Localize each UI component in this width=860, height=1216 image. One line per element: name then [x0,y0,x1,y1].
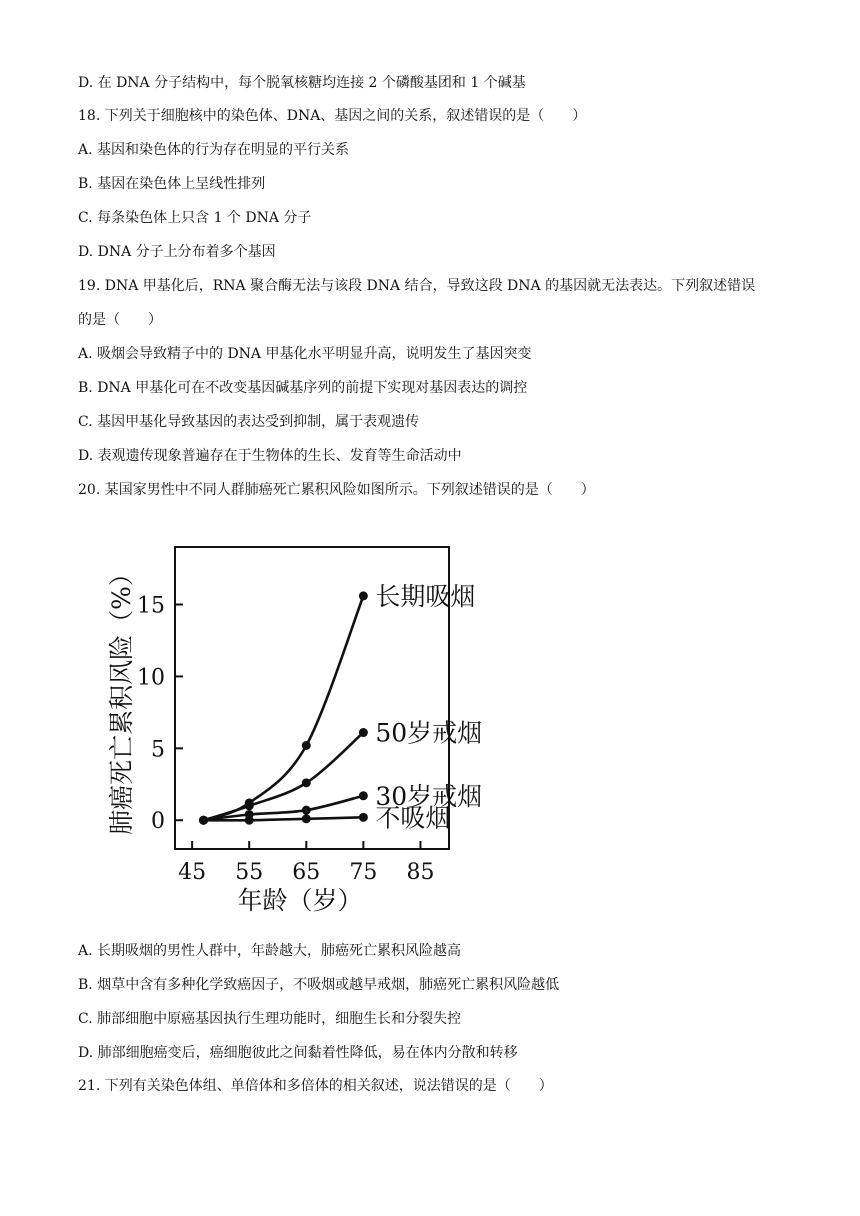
data-point [302,741,311,750]
question-19-option-a: A. 吸烟会导致精子中的 DNA 甲基化水平明显升高，说明发生了基因突变 [78,346,532,362]
question-18-stem: 18. 下列关于细胞核中的染色体、DNA、基因之间的关系，叙述错误的是（ ） [78,108,587,124]
question-19-stem-cont: 的是（ ） [78,312,162,328]
question-19-stem: 19. DNA 甲基化后，RNA 聚合酶无法与该段 DNA 结合，导致这段 DNA 的基因就无法表达。下列叙述错误 [78,278,756,294]
data-point [302,814,311,823]
text-line: D. 在 DNA 分子结构中，每个脱氧核糖均连接 2 个磷酸基团和 1 个碱基 [78,75,526,91]
question-18-option-d: D. DNA 分子上分布着多个基因 [78,244,276,260]
x-tick-label: 65 [292,860,321,885]
question-19-option-d: D. 表观遗传现象普遍存在于生物体的生长、发育等生命活动中 [78,448,462,464]
x-axis-ticks [178,841,434,885]
series-label: 长期吸烟 [375,581,476,611]
question-18-option-a: A. 基因和染色体的行为存在明显的平行关系 [78,142,350,158]
question-20-option-b: B. 烟草中含有多种化学致癌因子，不吸烟或越早戒烟，肺癌死亡累积风险越低 [78,977,560,993]
series-line [204,796,364,820]
series-label: 不吸烟 [375,803,451,833]
y-tick-label: 10 [137,665,165,691]
x-tick-label: 45 [178,860,207,885]
data-point [302,806,311,815]
question-18-option-b: B. 基因在染色体上呈线性排列 [78,176,266,192]
data-point [245,816,254,825]
question-20-option-a: A. 长期吸烟的男性人群中，年龄越大，肺癌死亡累积风险越高 [78,943,462,959]
question-18-option-c: C. 每条染色体上只含 1 个 DNA 分子 [78,210,312,226]
x-tick-label: 85 [406,860,435,885]
data-point [359,813,368,822]
x-axis-label: 年龄（岁） [237,886,363,915]
data-point [302,778,311,787]
question-20-stem: 20. 某国家男性中不同人群肺癌死亡累积风险如图所示。下列叙述错误的是（ ） [78,482,595,498]
data-point [359,591,368,600]
y-axis-ticks [137,594,183,835]
question-19-option-c: C. 基因甲基化导致基因的表达受到抑制，属于表观遗传 [78,414,420,430]
data-point [199,816,208,825]
y-tick-label: 5 [151,737,165,763]
series-group [199,582,482,832]
question-21-stem: 21. 下列有关染色体组、单倍体和多倍体的相关叙述，说法错误的是（ ） [78,1078,553,1094]
question-20-option-c: C. 肺部细胞中原癌基因执行生理功能时，细胞生长和分裂失控 [78,1011,462,1027]
data-point [359,728,368,737]
x-tick-label: 55 [235,860,264,885]
series-line [204,596,364,820]
series-label: 50岁戒烟 [375,718,483,748]
lung-cancer-risk-chart [100,535,483,920]
data-point [359,791,368,800]
data-point [245,801,254,810]
y-tick-label: 0 [151,809,165,835]
series-label: 30岁戒烟 [375,781,483,811]
y-tick-label: 15 [137,593,165,619]
y-axis-label: 肺癌死亡累积风险（%） [107,561,136,835]
question-19-option-b: B. DNA 甲基化可在不改变基因碱基序列的前提下实现对基因表达的调控 [78,380,528,396]
x-tick-label: 75 [349,860,378,885]
question-20-option-d: D. 肺部细胞癌变后，癌细胞彼此之间黏着性降低，易在体内分散和转移 [78,1045,518,1061]
